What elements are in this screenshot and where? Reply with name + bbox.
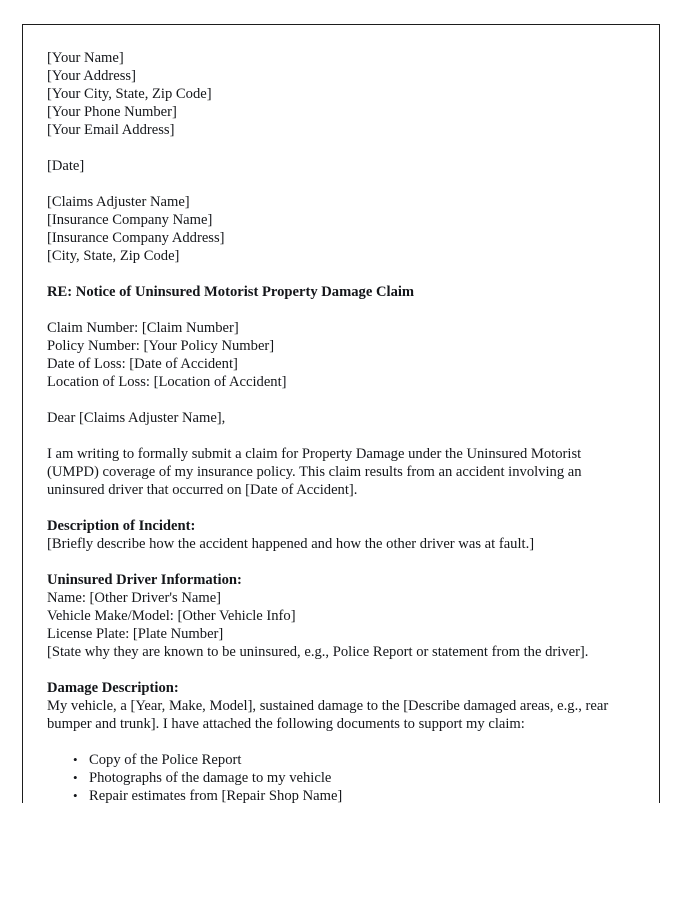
driver-name: Name: [Other Driver's Name] [47, 590, 222, 606]
claim-number: Claim Number: [Claim Number] [47, 320, 239, 336]
sender-email: [Your Email Address] [47, 122, 175, 138]
driver-heading: Uninsured Driver Information: [47, 572, 242, 588]
recipient-company-address: [Insurance Company Address] [47, 230, 225, 246]
spacer [47, 391, 623, 409]
sender-city-state-zip: [Your City, State, Zip Code] [47, 86, 212, 102]
list-item: • Copy of the Police Report [89, 751, 623, 769]
sender-phone: [Your Phone Number] [47, 104, 177, 120]
salutation: Dear [Claims Adjuster Name], [47, 410, 226, 426]
spacer [47, 301, 623, 319]
uninsured-driver-section [47, 571, 623, 661]
driver-license-plate: License Plate: [Plate Number] [47, 626, 224, 642]
damage-description-section [47, 679, 623, 733]
damage-heading: Damage Description: [47, 680, 179, 696]
driver-uninsured-reason: [State why they are known to be uninsured, e.g., Police Report or statement from the driver]. [47, 644, 589, 660]
incident-heading: Description of Incident: [47, 518, 196, 534]
spacer [47, 265, 623, 283]
location-of-loss: Location of Loss: [Location of Accident] [47, 374, 287, 390]
incident-section [47, 517, 623, 553]
date-of-loss: Date of Loss: [Date of Accident] [47, 356, 238, 372]
spacer [47, 661, 623, 679]
document-page [22, 24, 660, 803]
spacer [47, 139, 623, 157]
document-body [47, 49, 623, 803]
list-item: • Photographs of the damage to my vehicle [89, 769, 623, 787]
sender-name: [Your Name] [47, 50, 124, 66]
recipient-company-name: [Insurance Company Name] [47, 212, 213, 228]
policy-number: Policy Number: [Your Policy Number] [47, 338, 275, 354]
incident-body: [Briefly describe how the accident happened and how the other driver was at fault.] [47, 536, 535, 552]
driver-vehicle: Vehicle Make/Model: [Other Vehicle Info] [47, 608, 296, 624]
re-subject-line: RE: Notice of Uninsured Motorist Property Damage Claim [47, 284, 415, 300]
spacer [47, 553, 623, 571]
list-item: • Repair estimates from [Repair Shop Name] [89, 787, 623, 803]
claim-details-block [47, 319, 623, 391]
spacer [47, 499, 623, 517]
sender-address-block [47, 49, 623, 139]
letter-date: [Date] [47, 158, 85, 174]
recipient-adjuster-name: [Claims Adjuster Name] [47, 194, 190, 210]
recipient-address-block [47, 193, 623, 265]
recipient-city-state-zip: [City, State, Zip Code] [47, 248, 180, 264]
sender-address: [Your Address] [47, 68, 136, 84]
opening-paragraph: I am writing to formally submit a claim for Property Damage under the Uninsured Motorist (UMPD) coverage of my insurance policy. This claim results from an accident involving an uninsured driver that occurred on [Date of Accident]. [47, 446, 582, 498]
spacer [47, 427, 623, 445]
attachments-list [47, 751, 623, 803]
spacer [47, 175, 623, 193]
spacer [47, 733, 623, 751]
damage-body: My vehicle, a [Year, Make, Model], sustained damage to the [Describe damaged areas, e.g., rear bumper and trunk]. I have attached the following documents to support my claim: [47, 698, 609, 732]
